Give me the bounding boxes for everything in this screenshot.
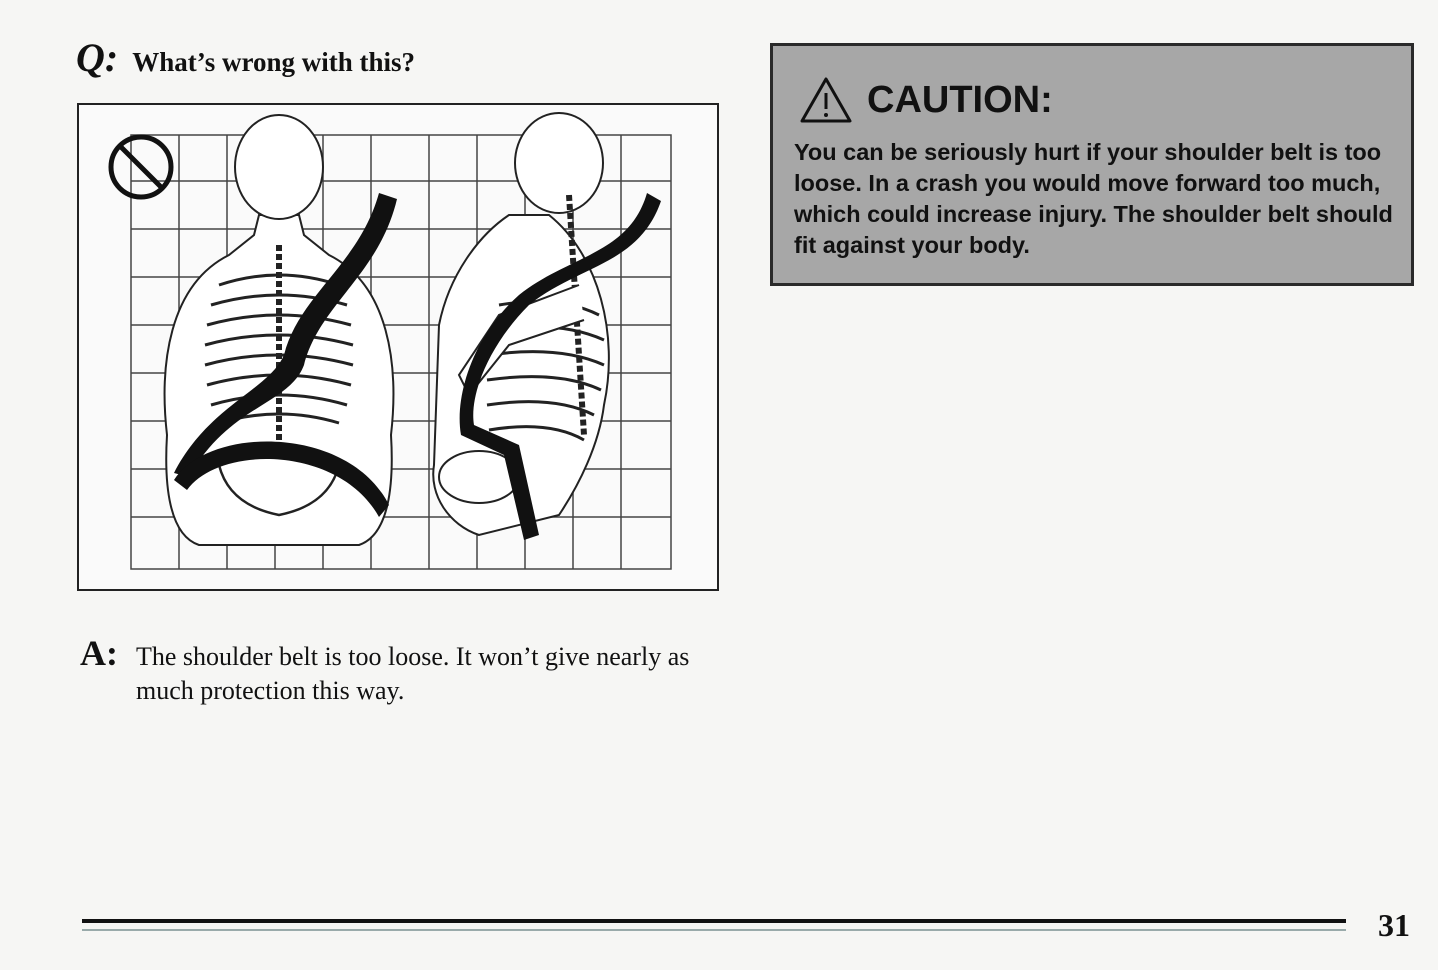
answer-marker: A:	[80, 633, 118, 673]
warning-triangle-icon	[799, 76, 853, 124]
caution-header	[799, 76, 1053, 124]
page-number: 31	[1378, 907, 1410, 943]
seatbelt-illustration	[77, 103, 719, 591]
caution-box	[770, 43, 1414, 286]
question-line	[76, 34, 415, 81]
question-text: What’s wrong with this?	[132, 47, 416, 77]
footer-rule-secondary	[82, 929, 1346, 931]
footer-rule	[82, 919, 1346, 923]
prohibition-icon	[111, 137, 171, 197]
illustration-graphic	[79, 105, 717, 589]
caution-title: CAUTION:	[867, 78, 1053, 121]
answer-text: The shoulder belt is too loose. It won’t give nearly as much protection this way.	[136, 642, 690, 705]
caution-body: You can be seriously hurt if your shoulder belt is too loose. In a crash you would move forward too much, which could increase injury. The shoulder belt should fit against your body.	[794, 139, 1393, 258]
question-marker: Q:	[76, 35, 119, 80]
